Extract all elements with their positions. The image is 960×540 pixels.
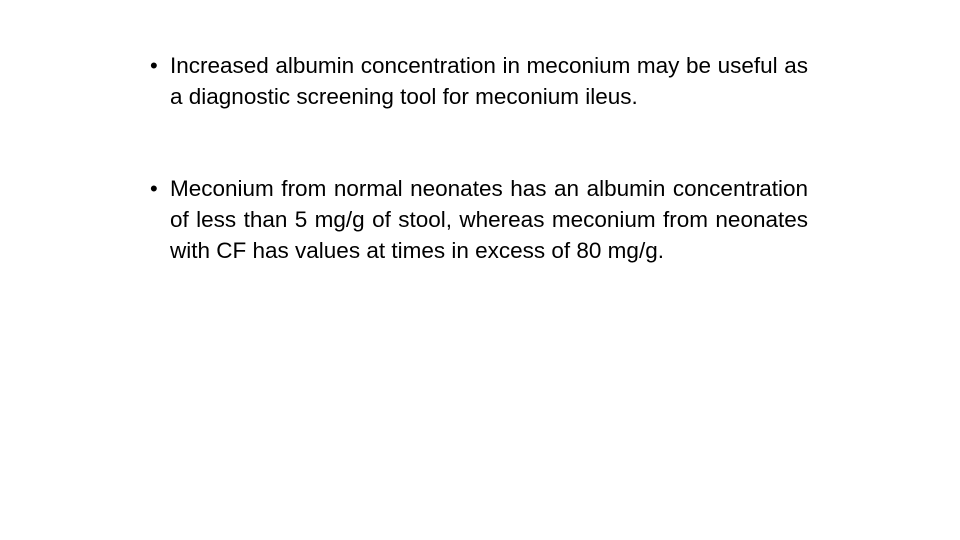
bullet-item-albumin-values [148, 173, 808, 266]
bullet-list [148, 50, 808, 266]
bullet-text: Increased albumin concentration in meconium may be useful as a diagnostic screening tool for meconium ileus. [170, 53, 808, 109]
bullet-item-albumin-screening [148, 50, 808, 112]
bullet-icon: • [150, 53, 158, 78]
bullet-text: Meconium from normal neonates has an albumin concentration of less than 5 mg/g of stool, whereas meconium from neonates with CF has values at times in excess of 80 mg/g. [170, 176, 808, 263]
bullet-icon: • [150, 176, 158, 201]
